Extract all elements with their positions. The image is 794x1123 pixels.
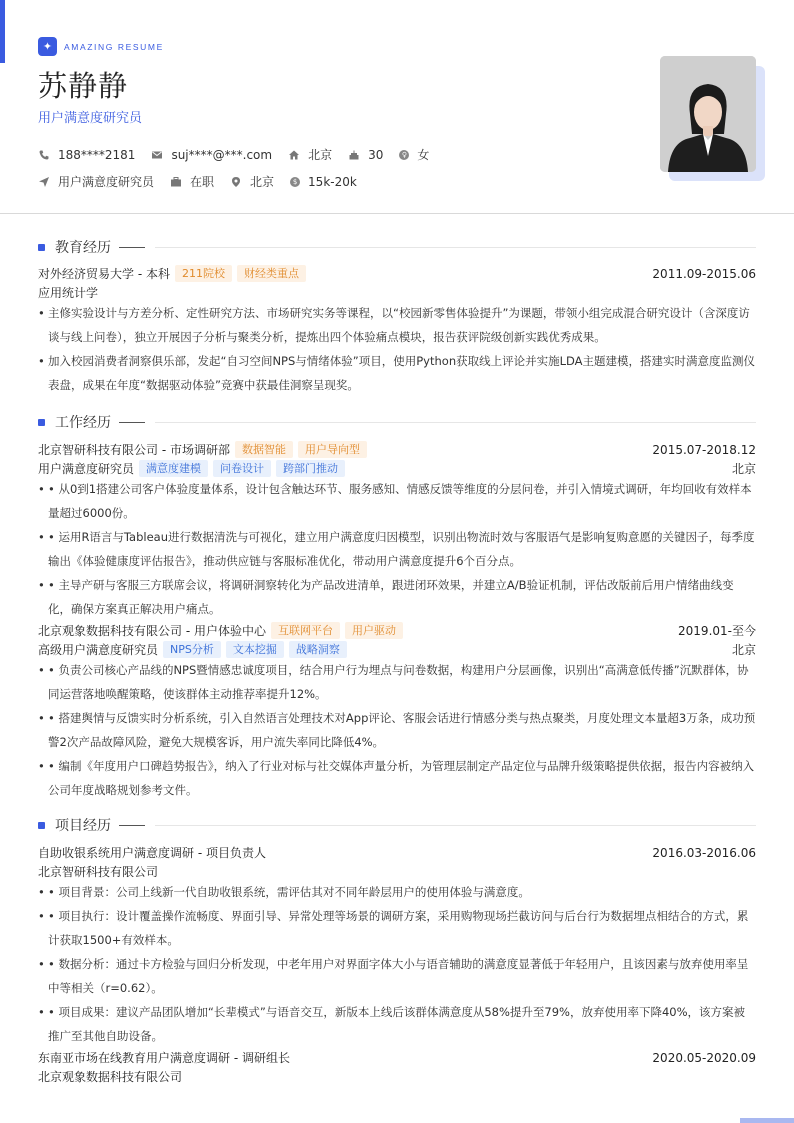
projects-title: 项目经历 xyxy=(55,818,111,834)
age-info xyxy=(348,148,383,162)
work-entry-header xyxy=(38,621,756,640)
gender-value: 女 xyxy=(417,148,430,162)
footer-accent-bar xyxy=(740,1118,794,1123)
salary-info xyxy=(290,175,357,189)
section-divider xyxy=(155,825,756,826)
project-company-row xyxy=(38,862,756,880)
intent-city-value: 北京 xyxy=(250,175,275,189)
school-name: 对外经济贸易大学 - 本科 xyxy=(38,267,170,281)
send-icon xyxy=(38,176,50,188)
list-item: • • 编制《年度用户口碑趋势报告》，纳入了行业对标与社交媒体声量分析，为管理层制定产品定位与品牌升级策略提供依据，报告内容被纳入公司年度战略规划参考文件。 xyxy=(38,754,756,802)
company-tag: 互联网平台 xyxy=(271,622,340,639)
list-item: • • 项目背景：公司上线新一代自助收银系统，需评估其对不同年龄层用户的使用体验与满意度。 xyxy=(38,880,756,904)
briefcase-icon xyxy=(170,176,182,188)
resume-header xyxy=(0,0,794,214)
work-bullets xyxy=(38,658,756,802)
section-dash xyxy=(119,825,145,826)
status-value: 在职 xyxy=(190,175,215,189)
project-name: 东南亚市场在线教育用户满意度调研 - 调研组长 xyxy=(38,1051,290,1065)
home-info xyxy=(288,146,332,163)
home-icon xyxy=(288,149,300,161)
project-bullets xyxy=(38,880,756,1048)
list-item: • • 运用R语言与Tableau进行数据清洗与可视化，建立用户满意度归因模型，识别出物流时效与客服语气是影响复购意愿的关键因子，每季度输出《体验健康度评估报告》，推动供应链与客服标准优化，带动用户满意度提升6个百分点。 xyxy=(38,525,756,573)
section-divider xyxy=(155,247,756,248)
intent-position-value: 用户满意度研究员 xyxy=(58,175,155,189)
email-info xyxy=(151,148,272,162)
project-entry-header xyxy=(38,1048,756,1067)
role-row xyxy=(38,640,756,658)
role-tag: 文本挖掘 xyxy=(226,641,284,658)
company-tag: 用户驱动 xyxy=(345,622,403,639)
mail-icon xyxy=(151,149,163,161)
role-tag: 满意度建模 xyxy=(139,460,208,477)
work-date: 2015.07-2018.12 xyxy=(652,442,756,457)
status-info xyxy=(170,173,214,190)
list-item: • • 主导产研与客服三方联席会议，将调研洞察转化为产品改进清单，跟进闭环效果，并建立A/B验证机制，评估改版前后用户情绪曲线变化，确保方案真正解决用户痛点。 xyxy=(38,573,756,621)
salary-icon: $ xyxy=(290,177,300,187)
sparkle-icon: ✦ xyxy=(38,37,57,56)
gender-info xyxy=(399,146,429,163)
brand xyxy=(38,37,164,56)
company-name: 北京智研科技有限公司 - 市场调研部 xyxy=(38,443,230,457)
email-value: suj****@***.com xyxy=(171,147,273,162)
list-item: • 加入校园消费者洞察俱乐部，发起“自习空间NPS与情绪体验”项目，使用Python获取线上评论并实施LDA主题建模，搭建实时满意度监测仪表盘，成果在年度“数据驱动体验”竞赛中获最佳洞察呈现奖。 xyxy=(38,349,756,397)
home-value: 北京 xyxy=(308,148,333,162)
project-date: 2020.05-2020.09 xyxy=(652,1050,756,1065)
list-item: • • 数据分析：通过卡方检验与回归分析发现，中老年用户对界面字体大小与语音辅助的满意度显著低于年轻用户，且该因素与放弃使用率呈中等相关（r=0.62）。 xyxy=(38,952,756,1000)
role-name: 用户满意度研究员 xyxy=(38,461,135,476)
work-section xyxy=(38,412,756,802)
project-date: 2016.03-2016.06 xyxy=(652,845,756,860)
project-company-row xyxy=(38,1067,756,1085)
phone-icon xyxy=(38,149,50,161)
contact-row xyxy=(38,146,445,163)
major-row xyxy=(38,283,756,301)
cake-icon xyxy=(348,149,360,161)
list-item: • 主修实验设计与方差分析、定性研究方法、市场研究实务等课程，以“校园新零售体验提升”为课题，带领小组完成混合研究设计（含深度访谈与线上问卷），独立开展因子分析与聚类分析，提炼出四个体验痛点模块，报告获评院级创新实践优秀成果。 xyxy=(38,301,756,349)
salary-value: 15k-20k xyxy=(308,174,357,189)
section-marker xyxy=(38,244,45,251)
project-entry-header xyxy=(38,843,756,862)
age-value: 30 xyxy=(368,147,384,162)
role-name: 高级用户满意度研究员 xyxy=(38,642,159,657)
list-item: • • 从0到1搭建公司客户体验度量体系，设计包含触达环节、服务感知、情感反馈等维度的分层问卷，并引入情境式调研，年均回收有效样本量超过6000份。 xyxy=(38,477,756,525)
education-section xyxy=(38,237,756,397)
candidate-name: 苏静静 xyxy=(38,69,129,103)
work-city: 北京 xyxy=(731,461,756,476)
portrait-illustration xyxy=(660,56,756,172)
section-marker xyxy=(38,822,45,829)
avatar xyxy=(660,56,756,172)
list-item: • • 负责公司核心产品线的NPS暨情感忠诚度项目，结合用户行为埋点与问卷数据，构建用户分层画像，识别出“高满意低传播”沉默群体，协同运营落地唤醒策略，使该群体主动推荐率提升12%。 xyxy=(38,658,756,706)
section-divider xyxy=(155,422,756,423)
education-bullets xyxy=(38,301,756,397)
candidate-title: 用户满意度研究员 xyxy=(38,111,143,126)
role-tag: NPS分析 xyxy=(163,641,221,658)
location-pin-icon xyxy=(230,176,242,188)
intent-city-info xyxy=(230,173,274,190)
role-tag: 问卷设计 xyxy=(213,460,271,477)
school-tag: 211院校 xyxy=(175,265,232,282)
role-tag: 跨部门推动 xyxy=(276,460,345,477)
projects-heading xyxy=(38,815,756,835)
projects-section xyxy=(38,815,756,1085)
list-item: • • 项目成果：建议产品团队增加“长辈模式”与语音交互，新版本上线后该群体满意度从58%提升至79%，放弃使用率下降40%，该方案被推广至其他自助设备。 xyxy=(38,1000,756,1048)
role-row xyxy=(38,459,756,477)
intent-position-info xyxy=(38,173,154,190)
work-bullets xyxy=(38,477,756,621)
gender-icon: ♀ xyxy=(399,150,409,160)
work-heading xyxy=(38,412,756,432)
project-name: 自助收银系统用户满意度调研 - 项目负责人 xyxy=(38,846,266,860)
company-tag: 用户导向型 xyxy=(298,441,367,458)
phone-info xyxy=(38,148,135,162)
education-entry-header xyxy=(38,264,756,283)
work-city: 北京 xyxy=(731,642,756,657)
list-item: • • 搭建舆情与反馈实时分析系统，引入自然语言处理技术对App评论、客服会话进行情感分类与热点聚类，月度处理文本量超3万条，成功预警2次产品故障风险，避免大规模客诉，用户流失率同比降低4%。 xyxy=(38,706,756,754)
work-title: 工作经历 xyxy=(55,415,111,431)
education-heading xyxy=(38,237,756,257)
education-title: 教育经历 xyxy=(55,240,111,256)
work-date: 2019.01-至今 xyxy=(678,624,756,638)
section-dash xyxy=(119,422,145,423)
brand-text: AMAZING RESUME xyxy=(64,41,164,52)
section-dash xyxy=(119,247,145,248)
phone-value: 188****2181 xyxy=(58,147,136,162)
education-date: 2011.09-2015.06 xyxy=(652,266,756,281)
role-tag: 战略洞察 xyxy=(289,641,347,658)
major: 应用统计学 xyxy=(38,285,99,300)
company-name: 北京观象数据科技有限公司 - 用户体验中心 xyxy=(38,624,266,638)
company-tag: 数据智能 xyxy=(235,441,293,458)
list-item: • • 项目执行：设计覆盖操作流畅度、界面引导、异常处理等场景的调研方案，采用购物现场拦截访问与后台行为数据埋点相结合的方式，累计获取1500+有效样本。 xyxy=(38,904,756,952)
project-company: 北京智研科技有限公司 xyxy=(38,864,159,879)
work-entry-header xyxy=(38,440,756,459)
job-intent-row xyxy=(38,173,373,190)
section-marker xyxy=(38,419,45,426)
project-company: 北京观象数据科技有限公司 xyxy=(38,1069,183,1084)
school-tag: 财经类重点 xyxy=(237,265,306,282)
